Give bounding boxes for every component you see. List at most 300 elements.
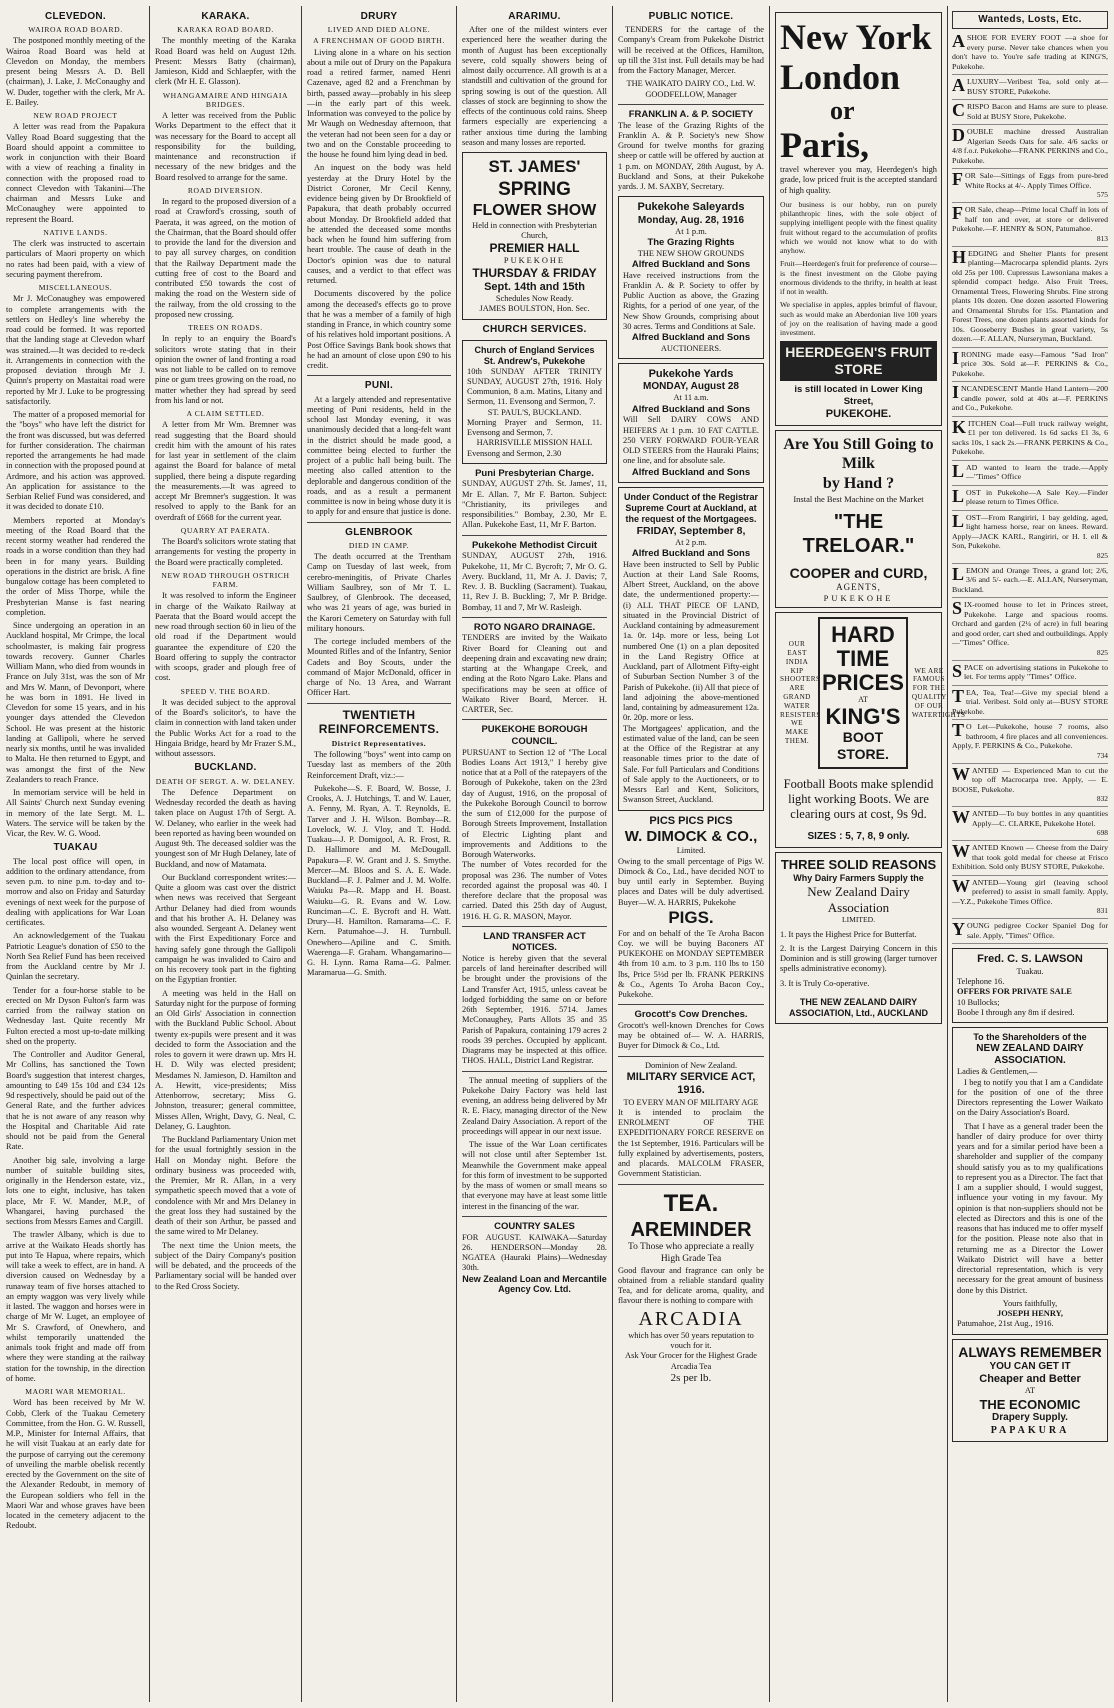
ad-reference-number: 813 <box>1096 233 1108 243</box>
article-paragraph: A letter was received from the Public Works Department to the effect that it was necessary for the Board to accept all responsibility for the building, maintenance and reconstruction if necessary of the new bridges and the Board resolved to arrange for the same. <box>155 111 296 182</box>
divider <box>307 375 451 376</box>
ad-headline: ROTO NGARO DRAINAGE. <box>473 621 596 633</box>
ad-text: Have received instructions from the Franklin A. & P. Society to offer by Public Auction as above, the Grazing Rights, for a period of one year, of the New Show Grounds, comprising about 30 acres. Terms and Conditions at Sale. <box>623 270 759 331</box>
ad-text: To Those who appreciate a really High Grade Tea <box>627 1242 755 1264</box>
ad-headline: Pukekohe Yards <box>648 367 734 380</box>
ad-headline: London <box>780 57 901 97</box>
ad-text: Have been instructed to Sell by Public Auction at their Land Sale Rooms, Albert Street, Auckland, on the above date, the undermentioned property:— (i) ALL THAT PIECE OF LAND, situated in the Provincial District of Auckland containing by admeasurement 1a. 0r. 14p. more or less, being Lot numbered One (1) on a plan deposited in the Land Registry Office at Auckland, part of Allotment Fifty-eight of Suburban Section Number 3 of the Parish of Pukekohe. (ii) All that piece of land adjoining the above-mentioned land, containing by admeasurement 12a. 0r. 20p. more or less. <box>623 559 759 723</box>
drop-cap: F <box>952 169 963 190</box>
column-drury <box>307 8 451 1702</box>
classified-text: PACE on advertising stations in Pukekohe to let. For terms apply "Times" Office. <box>964 662 1108 682</box>
ad-headline: PICS PICS PICS <box>649 814 733 827</box>
ad-headline: Alfred Buckland and Sons <box>631 332 751 344</box>
ad-headline: or <box>830 96 855 125</box>
subheading: DEATH OF SERGT. A. W. DELANEY. <box>155 776 296 786</box>
ad-text: At 1 p.m. <box>675 226 707 236</box>
ad-headline: FRANKLIN A. & P. SOCIETY <box>628 108 754 120</box>
column-display-ads <box>775 8 966 1702</box>
ad-headline: ALWAYS REMEMBER <box>958 1343 1102 1360</box>
column-public-notices <box>618 8 764 1702</box>
ad-text: Limited. <box>676 846 706 856</box>
ad-text: AT <box>858 695 868 705</box>
article-paragraph: The annual meeting of suppliers of the Pukekohe Dairy Factory was held last evening, an address being delivered by Mr R. E. Fiacy, managing director of the New Zealand Dairy Association. A report of the proceedings will appear in our next issue. <box>462 1075 607 1136</box>
ad-headline: Cheaper and Better <box>979 1372 1081 1385</box>
divider <box>462 1216 607 1217</box>
ad-headline: THURSDAY & FRIDAY <box>472 265 597 280</box>
divider <box>462 535 607 536</box>
ad-headline: KING'S <box>825 703 901 729</box>
ad-text: PUKEKOHE <box>823 592 894 603</box>
classified-text: OST—From Rangiriri, 1 bay gelding, aged, light harness horse, rear on knees. Reward. Apply—JACK KARL, Rangiriri, or H. I. ell & Son, Pukekohe. <box>952 512 1108 551</box>
ad-headline: Fred. C. S. LAWSON <box>977 953 1083 966</box>
ad-headline: PUKEKOHE BOROUGH COUNCIL. <box>481 724 588 747</box>
article-paragraph: The monthly meeting of the Karaka Road Board was held on August 12th. Present: Messrs Batty (chairman), Jamieson, Kidd and Schlaepfer, with the clerk (Mr H. E. Glasson). <box>155 36 296 87</box>
section-title: PUNI. <box>364 380 394 392</box>
ad-text: Held in connection with Presbyterian Church, <box>472 220 597 240</box>
classified-ad <box>952 247 1108 348</box>
ad-headline: TEA. <box>663 1189 719 1217</box>
saleyards-ad <box>618 196 764 359</box>
article-paragraph: The local post office will open, in addition to the ordinary attendance, from seven p.m. to nine p.m. to-day and to-morrow and also on Friday and Saturday evenings of next week for the purpose of dealing with applications for War Loan certificates. <box>6 856 145 928</box>
ad-headline: THE NEW ZEALAND DAIRY ASSOCIATION, Ltd., AUCKLAND <box>789 996 928 1018</box>
ad-text: Why Dairy Farmers Supply the <box>793 872 924 883</box>
ad-headline: MILITARY SERVICE ACT, 1916. <box>626 1070 756 1097</box>
classified-ad <box>952 764 1108 808</box>
drop-cap: S <box>952 660 963 681</box>
classified-text: RONING made easy—Famous "Sad Iron" price 30s. Sold at—F. PERKINS & Co., Pukekohe. <box>952 349 1108 378</box>
article-paragraph: A letter from Mr Wm. Bremner was read suggesting that the Board should credit him with the amount of his rates for last year in settlement of the claim against the Board for balance of metal supplied, there being a dispute regarding the measurements.—It was agreed to accept Mr Bremner's suggestion. It was resolved to apply to the Bank for an overdraft of £668 for the current year. <box>155 420 296 522</box>
ad-headline: New Zealand Dairy Association <box>807 883 910 915</box>
ad-text: SIZES : 5, 7, 8, 9 only. <box>807 830 910 842</box>
article-paragraph: Our Buckland correspondent writes:—Quite a gloom was cast over the district when news was received that Sergeant Arthur Delaney had died from wounds and that his brother A. H. Delaney was also wounded. Sergeant A. Delaney went with the First Expeditionary Force and having safely gone through the Gallipoli campaign he was invalided to Cairo and on his recovery took part in the fighting on the Egyptian frontier. <box>155 872 296 985</box>
ad-reference-number: 698 <box>1096 828 1108 838</box>
article-paragraph: Living alone in a whare on his section about a mile out of Drury on the Papakura road a retired farmer, named Henri Cazenave, aged 82 and a Frenchman by birth, passed away—probably in his sleep—in the early part of this week. Information was conveyed to the police by Mr Waugh on Wednesday afternoon, that the veteran had not been seen for a day or two and on the Constable proceeding to the house he found him lying dead in bed. <box>307 47 451 160</box>
ad-headline: Drapery Supply. <box>992 1412 1068 1424</box>
article-paragraph: An acknowledgement of the Tuakau Patriotic League's donation of £50 to the North Sea Relief Fund has been received from the Auckland centre by Mr J. Quinlan the secretary. <box>6 931 145 982</box>
ad-reference-number: 825 <box>1096 647 1108 657</box>
ad-reference-number: 734 <box>1096 750 1108 760</box>
column-rule <box>149 6 150 1702</box>
classified-text: SHOE FOR EVERY FOOT —a shoe for every purse. Never take chances when you don't have to. You're safe trading at KING'S, Pukekohe. <box>952 33 1108 71</box>
ad-headline: New York <box>780 17 932 57</box>
divider <box>462 719 607 720</box>
subheading: NEW ROAD PROJECT <box>33 111 118 121</box>
ad-headline: clearing ours at cost, 9s 9d. <box>790 807 927 822</box>
classified-ad <box>952 31 1108 75</box>
classified-text: LUXURY—Veribest Tea, sold only at—BUSY STORE, Pukekohe. <box>967 77 1108 96</box>
ad-headline: FRIDAY, September 8, <box>636 525 746 537</box>
ad-text: For and on behalf of the Te Aroha Bacon Coy. we will be buying Baconers AT PUKEKOHE on MONDAY SEPTEMBER 4th from 10 a.m. to 3 p.m. 110 lbs to 150 lbs, Price 5½d per lb. FRANK PERKINS & Co., Agents To Aroha Bacon Coy., Pukekohe. <box>618 928 764 1000</box>
hard-time-box <box>818 617 908 769</box>
classified-ad <box>952 203 1108 247</box>
ad-text: Notice is hereby given that the several parcels of land hereinafter described will be brought under the provisions of the Land Transfer Act, 1915, unless caveat be lodged forbidding the same on or before 26th September, 1916. 5714. James McConaughey, Parts Allots 35 and 35 Parish of Papakura, containing 179 acres 2 roods 39 perches. Occupied by applicant. Diagrams may be inspected at this office. THOS. HALL, District Land Registrar. <box>462 953 607 1066</box>
subheading: MAORI WAR MEMORIAL. <box>25 1387 126 1397</box>
ad-headline: TIME <box>836 646 890 672</box>
classified-text: ANTED Known — Cheese from the Dairy that took gold medal for cheese at Frisco Exhibition. Sold only BUSY STORE, Pukekohe. <box>952 843 1108 872</box>
ad-headline: PREMIER HALL <box>489 241 580 256</box>
ad-text: JAMES BOULSTON, Hon. Sec. <box>479 304 590 314</box>
classified-ad <box>952 348 1108 383</box>
classified-ad <box>952 686 1108 721</box>
ad-headline: AREMINDER <box>630 1218 752 1241</box>
classified-ad <box>952 461 1108 486</box>
ad-text: We specialise in apples, apples brimful of flavour, such as would make an Aberdonian live 100 years of joy on the realisation of having made a good investment. <box>780 300 937 337</box>
subheading: DIED IN CAMP. <box>348 540 410 550</box>
subheading: NEW ROAD THROUGH OSTRICH FARM. <box>161 570 290 590</box>
drop-cap: W <box>952 763 970 784</box>
church-heading: HARRISVILLE MISSION HALL <box>476 438 593 448</box>
subheading: KARAKA ROAD BOARD. <box>177 25 274 35</box>
section-title: CHURCH SERVICES. <box>482 323 587 335</box>
ad-headline: YOU CAN GET IT <box>989 1360 1071 1372</box>
classified-ad <box>952 598 1108 661</box>
classified-ad <box>952 841 1108 876</box>
kings-boot-ad <box>775 612 966 848</box>
ad-text: Fruit—Heerdegen's fruit for preference of course—is the finest investment on the Globe paying enormous dividends to the thrifty, in health at least if not in wealth. <box>780 259 937 296</box>
column-rule <box>947 6 948 1702</box>
subheading: NATIVE LANDS. <box>43 227 108 237</box>
classified-ad <box>952 564 1108 599</box>
ad-text: LIMITED. <box>841 915 876 925</box>
drop-cap: W <box>952 875 970 896</box>
church-heading: ST. PAUL'S, BUCKLAND. <box>487 407 582 417</box>
article-paragraph: The postponed monthly meeting of the Wairoa Road Board was held at Clevedon on Monday, the members present being Messrs A. D. Bell (chairman), J. Lake, J. McConaughy and W. Duder, together with the clerk, Mr A. E. Bailey. <box>6 36 145 107</box>
classified-text: AD wanted to learn the trade.—Apply—"Times" Office <box>966 462 1108 482</box>
ad-headline: PRICES <box>822 670 904 696</box>
classified-ad <box>952 919 1108 944</box>
ad-text: TO EVERY MAN OF MILITARY AGE <box>623 1097 759 1107</box>
classified-ad <box>952 807 1108 841</box>
ad-headline: Puni Presbyterian Charge. <box>475 467 594 479</box>
drop-cap: L <box>952 485 965 506</box>
ad-headline: HARD <box>831 622 895 648</box>
article-paragraph: Since undergoing an operation in an Auckland hospital, Mr Crimpe, the local schoolmaster, is making fair progress towards recovery. Gunner Charles William Mann, who died from wounds in France on July 31st, was the son of Mr and Mrs W. Mann, of Devonport, where he was born in 1891. He lived in Clevedon for some 15 years, and in his younger days attended the Clevedon School. He was present at the historic landing at Gallipoli, where he served nearly six months, until he was invalided to Malta. He then returned to Egypt, and was amongst the first of the New Zealanders to reach France. <box>6 621 145 784</box>
ad-text: It is intended to proclaim the ENROLMENT OF THE EXPEDITIONARY FORCE RESERVE on the 1st September, 1916. Particulars will be fully explained by advertisements, posters, and placards. MALCOLM FRASER, Government Statistician. <box>618 1107 764 1179</box>
ad-headline: by Hand ? <box>822 475 895 492</box>
article-paragraph: The Board's solicitors wrote stating that arrangements for vesting the property in the Board were practically completed. <box>155 537 296 567</box>
article-paragraph: Documents discovered by the police among the deceased's effects go to prove that he was a member of a family of high standing in France, in which country some of his relatives hold important positions. A Post Office Savings Bank book shows that he had an amount of close upon £90 to his credit. <box>307 289 451 371</box>
drop-cap: L <box>952 563 965 584</box>
ad-headline: COUNTRY SALES <box>494 1220 575 1232</box>
drop-cap: S <box>952 598 963 619</box>
section-title: DRURY <box>360 11 398 22</box>
classified-ad <box>952 417 1108 461</box>
ad-text: AUCTIONEERS. <box>660 343 722 353</box>
drop-cap: A <box>952 31 965 52</box>
subheading: TREES ON ROADS. <box>188 323 263 333</box>
drop-cap: T <box>952 720 965 741</box>
ad-headline: Football Boots make splendid <box>783 776 934 791</box>
ad-text: Boobe I through any 8m if desired. <box>957 1007 1075 1017</box>
drop-cap: C <box>952 100 965 121</box>
section-title: TWENTIETH REINFORCEMENTS. <box>318 707 440 737</box>
classified-text: ANTED — Experienced Man to cut the top off Macrocarpa tree. Apply, — E. BOOSE, Pukekohe. <box>952 765 1108 794</box>
ad-headline: Alfred Buckland and Sons <box>631 466 751 478</box>
divider <box>618 104 764 105</box>
article-paragraph: The death occurred at the Trentham Camp on Tuesday of last week, from cerebro-meningitis, of Private Charles William Saulbrey, son of Mr T. L. Saulbrey, of Glenbrook. The deceased, who was 21 years of age, was buried in the Karori Cemetery on Saturday with full military honours. <box>307 552 451 633</box>
classified-text: OR Sale—Sittings of Eggs from pure-bred White Rocks at 4/-. Apply Times Office. <box>965 171 1108 190</box>
ad-reference-number: 832 <box>1096 794 1108 804</box>
article-paragraph: Word has been received by Mr W. Cobb, Clerk of the Tuakau Cemetery Committee, from the Hon. G. W. Russell, M.P., Minister for Internal Affairs, that he will visit Tuakau at an early date for the purpose of carrying out the ceremony of unveiling the marble obelisk recently erected by the Government on the site of the Alexander Redoubt, in memory of the European soldiers who fell in the Maori War and whose graves have been located in the cemetery adjacent to the Redoubt. <box>6 1398 145 1531</box>
classified-ad <box>952 661 1108 686</box>
ad-headline: THE ECONOMIC <box>979 1396 1081 1412</box>
ad-text: WE ARE FAMOUS FOR THE QUALITY OF OUR WATERTIGHTS <box>911 666 966 719</box>
classified-ad <box>952 75 1108 100</box>
classified-text: EDGING and Shelter Plants for present planting—Macrocarpa splendid plants. 2yrs old 25s per 100. Cupressus Lawsoniana makes a splendid compact hedge. Also Fruit Trees, Ornamental Trees, Flowering Shrubs. Fine strong plants 10s dozen. One dozen assorted Flowering and Ornamental Shrubs for 15s. Plantation and Forest Trees, one dozen plants assorted kinds for 10s. Gooseberry Bushes in great variety, 5s dozen.—F. ALLAN, Nurseryman, Buckland. <box>952 248 1108 344</box>
ad-headline: Pukekohe Saleyards <box>637 201 745 214</box>
article-paragraph: An inquest on the body was held yesterday at the Drury Hotel by the District Coroner, Mr Cecil Kenny, evidence being given by Dr Brookfield of Papakura, that death probably occurred about Monday. Dr Brookfield added that he attended the deceased some months back when he found him suffering from heart trouble. The cause of death in the Doctor's opinion was due to natural causes, and a verdict to that effect was returned. <box>307 163 451 286</box>
church-text: 10th SUNDAY AFTER TRINITY SUNDAY, AUGUST 27th, 1916. Holy Communion, 8 a.m. Matins, Litany and Sermon, 11. Evensong and Sermon, 7. <box>467 366 602 407</box>
ad-headline: To the Shareholders of the <box>973 1032 1087 1043</box>
classified-ad <box>952 100 1108 125</box>
column-clevedon <box>6 8 145 1702</box>
classified-text: ITCHEN Coal—Full truck railway weight, £1 per ton delivered. 1s 6d sacks £1 3s, 6 sacks 10s, 1 sack 2s.—FRANK PERKINS & Co., Pukekohe. <box>952 418 1108 457</box>
article-paragraph: A meeting was held in the Hall on Saturday night for the purpose of forming an Old Girls' Association in connection with the Buckland Public School. About twenty ex-pupils were present and it was decided to form the Association and the roles to govern it were drawn up. Mrs H. H. D. Wily was elected president; Mesdames N. Jamieson, D. Hamilton and A. Hewitt, vice-presidents; Miss Attenborrow, secretary; Miss G. Johnston, treasurer; general committee, Misses Allen, Wright, Davy, G. Neal, C. Delaney, G. Laughton. <box>155 988 296 1131</box>
ad-text: JOSEPH HENRY, <box>997 1309 1063 1319</box>
article-paragraph: That I have as a general trader been the handler of dairy produce for over thirty years and for a similar period have been a shareholder and supplier of the company should satisfy you as to my qualifications to represent you as a Director. The fact that I am a supplier should, I would suggest, influence your voting in my favour. My opinion is that non-suppliers should not be elected as Directors and this is one of the reasons that has induced me to offer myself for the position. Please note also that in returning me as a Director the Lower Waikato District will have a better directorial representation, which is very necessary for the great amount of business done by this District. <box>957 1121 1103 1295</box>
ad-text: 3. It is Truly Co-operative. <box>780 978 870 988</box>
ad-text: Dominion of New Zealand. <box>644 1060 738 1070</box>
ad-text: SUNDAY, AUGUST 27th. St. James', 11, Mr E. Allan. 7, Mr F. Barton. Subject: "Christianity, its privileges and responsibilities." Bombay, 2.30, Mr E. Allan. Pukekohe East, 11, Mr F. Barton. <box>462 479 607 530</box>
subheading: SPEED V. THE BOARD. <box>180 686 271 696</box>
article-paragraph: Another big sale, involving a large number of suitable building sites, originally in the Henderson estate, viz., lots one to eight, inclusive, has taken place, Mr F. W. Mander, M.P., of Whangarei, having purchased the sections from Messrs Eames and Cargill. <box>6 1155 145 1227</box>
ad-headline: THREE SOLID REASONS <box>780 856 937 872</box>
lawson-ad <box>952 948 1108 1023</box>
ad-headline: Are You Still Going to Milk <box>783 435 934 473</box>
ad-text: PUKEKOHE. <box>825 407 892 420</box>
drop-cap: K <box>952 416 967 437</box>
classified-list <box>952 31 1108 944</box>
section-title: TUAKAU <box>53 842 98 854</box>
ad-headline: Alfred Buckland and Sons <box>631 403 751 415</box>
classified-ad <box>952 125 1108 169</box>
notice-signature: THE WAIKATO DAIRY CO., Ltd. W. GOODFELLOW, Manager <box>626 79 756 99</box>
section-title: ARARIMU. <box>508 11 561 22</box>
article-paragraph: The matter of a proposed memorial for the "boys" who have left the district for the front was discussed, but was deferred for further consideration. The chairman reported the arrangements he had made in connection with the proposed pound at Ardmore, and his action was approved. An application for assistance to the Serbian Relief Fund was considered, and it was decided to donate £10. <box>6 410 145 512</box>
ad-headline: Sept. 14th and 15th <box>484 280 585 293</box>
ad-text: FOR AUGUST. KAIWAKA—Saturday 26. HENDERSON—Monday 28. NGATEA (Hauraki Plains)—Wednesday 30th. <box>462 1232 607 1273</box>
church-heading: Church of England Services <box>474 344 595 355</box>
church-services <box>462 340 607 464</box>
article-paragraph: In memoriam service will be held in All Saints' Church next Sunday evening in memory of the late Sergt. M. L. Waters. The service will be taken by the Vicar, the Rev. W. G. Wood. <box>6 788 145 839</box>
flower-show-ad <box>462 152 607 319</box>
ad-headline: ARCADIA <box>638 1307 744 1330</box>
classified-ad <box>952 720 1108 764</box>
ad-text: AGENTS, <box>836 581 881 592</box>
ad-headline: LAND TRANSFER ACT NOTICES. <box>483 930 586 954</box>
subheading: District Representatives. <box>331 738 427 748</box>
ad-text: PURSUANT to Section 12 of "The Local Bodies Loans Act 1913," I hereby give notice that at a Poll of the ratepayers of the Borough of Pukekohe, taken on the 23rd day of August, 1916, on the proposal of the Pukekohe Borough Council to borrow the sum of £12,000 for the purpose of Borough Streets Improvement, Installation of Electric Lighting plant and improvements and Additions to the Borough Waterworks. <box>462 747 607 860</box>
ad-text: Owing to the small percentage of Pigs W. Dimock & Co., Ltd., have decided NOT to buy until early in September. Buying places and Dates will be duly advertised. Buyer—W. A. HARRIS, Pukekohe <box>618 856 764 907</box>
ad-text: Yours faithfully, <box>1002 1298 1058 1308</box>
notice-text: TENDERS for the cartage of the Company's Cream from Pukekohe District will be received at the Offices, Hamilton, up till the 31st inst. Full details may be had from the Factory Manager, Mercer. <box>618 25 764 76</box>
article-paragraph: In reply to an enquiry the Board's solicitors wrote stating that in their opinion the owner of land fronting a road was not liable to be called on to remove pine or gum trees growing on the road, no matter whether they had spread by seed from his land or not. <box>155 334 296 405</box>
ad-text: 2. It is the Largest Dairying Concern in this Dominion and is still growing (larger turnover spells administrative economy). <box>780 943 937 974</box>
article-paragraph: The cortege included members of the Mounted Rifles and of the Infantry, Senior Cadets and Boy Scouts, under the command of Major McDonald, officer in charge of No. 13 Area, and Warrant Officer Hart. <box>307 637 451 698</box>
divider <box>462 926 607 927</box>
ad-text: Good flavour and fragrance can only be obtained from a reliable standard quality Tea, and for delicate aroma, quality, and flavour there is nothing to compare with <box>618 1265 764 1306</box>
subheading: ROAD DIVERSION. <box>187 185 264 195</box>
article-paragraph: In regard to the proposed diversion of a road at Crawford's crossing, south of Paerata, it was agreed, on the motion of the Chairman, that the Board should offer to provide the land for the diversion and to pay all survey charges, on condition that the Railway Department made the cutting free of cost to the Board and contributed £50 towards the cost of making the road on the Western side of the railway, from the old crossing to the proposed new crossing. <box>155 197 296 319</box>
classified-ad <box>952 486 1108 511</box>
ad-text: OUR EAST INDIA KIP SHOOTERS ARE GRAND WATER RESISTERS WE MAKE THEM. <box>780 640 821 745</box>
classified-ad <box>952 382 1108 417</box>
ad-headline: PIGS. <box>668 907 714 927</box>
classified-text: EA, Tea, Tea!—Give my special blend a trial. Veribest. Sold only at—BUSY STORE Pukekohe. <box>952 687 1108 716</box>
drop-cap: I <box>952 382 960 403</box>
ad-headline: "THE TRELOAR." <box>802 510 915 558</box>
classified-text: EMON and Orange Trees, a grand lot; 2/6, 3/6 and 5/- each.—E. ALLAN, Nurseryman, Buckland. <box>952 565 1108 594</box>
subheading: A FRENCHMAN OF GOOD BIRTH. <box>313 36 445 46</box>
ad-headline: NEW ZEALAND DAIRY ASSOCIATION. <box>976 1043 1084 1067</box>
ad-text: TENDERS are invited by the Waikato River Board for Cleaning out and deepening drain and excavating new drain; starting at the Whangape Creek, and ending at the Roto Ngaro Lake. Plans and specifications may be seen at office of Waikato River Board, Mercer. H. CARTER, Sec. <box>462 633 607 715</box>
ad-headline: BOOT STORE. <box>837 728 889 762</box>
drop-cap: L <box>952 460 965 481</box>
divider <box>618 1056 764 1057</box>
column-classifieds <box>952 8 1108 1702</box>
section-title: GLENBROOK <box>345 526 413 538</box>
subheading: MISCELLANEOUS. <box>38 283 113 293</box>
article-paragraph: The following "boys" went into camp on Tuesday last as members of the 20th Reinforcement Draft, viz.:— <box>307 750 451 780</box>
ad-text: Instal the Best Machine on the Market <box>793 493 924 504</box>
ad-reference-number: 825 <box>1096 550 1108 560</box>
divider <box>618 1004 764 1005</box>
church-text: Evensong and Sermon, 2.30 <box>467 448 562 458</box>
column-ararimu <box>462 8 607 1702</box>
drop-cap: T <box>952 685 965 706</box>
column-karaka <box>155 8 296 1702</box>
ad-headline: Monday, Aug. 28, 1916 <box>637 214 745 226</box>
yards-ad <box>618 363 764 483</box>
ad-text: THE NEW SHOW GROUNDS <box>637 248 745 258</box>
article-paragraph: Tender for a four-horse stable to be erected on Mr Dyson Fulton's farm was carried from the railway station on Wednesday last. Quite recently Mr Fulton erected a most up-to-date milking shed on the property. <box>6 985 145 1046</box>
classified-text: IX-roomed house to let in Princes street, Pukekohe. Large and spacious rooms. Orchard and garden (2¼ of acre) in full bearing and good order, cart shed and outbuildings. Apply—"Times" Office. <box>952 600 1108 648</box>
ad-text: The Mortgagees' application, and the estimated value of the land, can be seen at the Office of the Registrar at any reasonable times prior to the date of Sale. For full Particulars and Conditions of Sale apply to the Auctioneers, or to Messrs Earl and Kent, Solicitors, Swanson Street, Auckland. <box>623 723 759 805</box>
ad-text: which has over 50 years reputation to vouch for it. <box>628 1330 754 1351</box>
ad-headline: New Zealand Loan and Mercantile Agency Cov. Ltd. <box>462 1273 607 1295</box>
ad-headline: SPRING <box>498 178 571 200</box>
column-rule <box>769 6 770 1702</box>
classified-ad <box>952 511 1108 564</box>
section-title: PUBLIC NOTICE. <box>648 11 734 22</box>
heerdegen-ad <box>775 12 942 426</box>
ad-headline: MONDAY, August 28 <box>643 381 739 393</box>
article-paragraph: The Defence Department on Wednesday recorded the death as having taken place on August 17th of Sergt. A. W. Delaney, who earlier in the week had been reported as having been wounded on August 9th. The deceased soldier was the youngest son of Mr Hugh Delaney, late of Buckland, and now of Matamata. <box>155 787 296 869</box>
ad-headline: Alfred Buckland and Sons <box>631 548 751 560</box>
ad-text: Our business is our hobby, run on purely philanthropic lines, with the sole object of supplying intelligent people with the finest quality fruit without regard to the accumulation of profits which we would not know what to do with anyhow. <box>780 199 937 255</box>
article-paragraph: Members reported at Monday's meeting of the Road Board that the recent stormy weather had rendered the roads in a worse condition than they had been in for many years. Building operations in the district are brisk. A fine bungalow cottage has been completed to the order of Miss Thorpe, while the Presbyterian Manse is fast nearing completion. <box>6 515 145 617</box>
mortgagee-sale-ad <box>618 487 764 811</box>
article-paragraph: The Controller and Auditor General, Mr Collins, has sanctioned the Town Board's suggestion that interest charges, amounting to £49 15s 10d and £34 12s 9d respectively, should be paid out of the General Rate, and the further advices that he is not aware of any reason why the Hospital and Charitable Aid rate should not be paid from the General Rate. <box>6 1050 145 1152</box>
classified-text: OR Sale, cheap—Prime local Chaff in lots of half ton and over, at store or delivered Pukekohe.—F. HENRY & SON, Patumahoe. <box>952 205 1108 234</box>
ad-text: is still located in Lower King Street, <box>794 384 923 407</box>
article-paragraph: The trawler Albany, which is due to arrive at the Waikato Heads shortly has put into Te Hapua, where repairs, which will take a week to effect, are in hand. A diversion caused on Wednesday by a runaway team of five horses attached to an empty waggon was very lively while it lasted. The waggon and horses were in charge of Mr W. Luget, an employee of Mr S. Crawford, of Onewhero, and whilst temporarily unattended the animals took fright and made off from where they were standing at the railway station for the township, in the direction of home. <box>6 1230 145 1383</box>
ad-text: Schedules Now Ready. <box>495 294 574 304</box>
divider <box>462 617 607 618</box>
article-paragraph: It was resolved to inform the Engineer in charge of the Waikato Railway at Paerata that the Board would accept the new road through section 60 in lieu of the old road if the Department would guarantee the expenditure of £20 the Board offering to supply the contractor with scoops, grader and plough free of cost. <box>155 591 296 683</box>
drop-cap: L <box>952 510 965 531</box>
ad-text: Telephone 16. <box>957 977 1005 987</box>
column-rule <box>612 6 613 1702</box>
ad-headline: Pukekohe Methodist Circuit <box>471 539 598 551</box>
ad-text: 2s per lb. <box>670 1371 712 1384</box>
ad-text: 10 Bullocks; <box>957 997 1000 1007</box>
boot-ad-row <box>780 617 966 769</box>
section-title: Wanteds, Losts, Etc. <box>952 11 1108 29</box>
ad-headline: light working Boots. We are <box>788 792 929 807</box>
ad-headline: HEERDEGEN'S FRUIT STORE <box>780 341 937 381</box>
dairy-association-ad <box>775 852 942 1024</box>
article-paragraph: At a largely attended and representative meeting of Puni residents, held in the school last Monday evening, it was unanimously decided that a long-felt want in the district should be made good, a committee being elected to further the project of a public hall being built. The meeting also called attention to the deplorable and dangerous condition of the roads, and as a result a permanent committee is now in being whose duty it is to apply for and ensure that justice is done. <box>307 394 451 517</box>
article-paragraph: After one of the mildest winters ever experienced here the weather during the month of August has been exceptionally severe, cold squally showers being of almost daily occurrence. All growth is at a standstill and cultivation of the ground for spring sowing is out of the question. All classes of stock are beginning to show the effects of the continuous cold rains. Sheep farmers especially are experiencing a rather anxious time during the lambing season and many losses are reported. <box>462 25 607 147</box>
ad-headline: The Grazing Rights <box>647 237 735 249</box>
divider <box>462 1071 607 1072</box>
shareholders-letter <box>952 1027 1108 1335</box>
classified-text: OUBLE machine dressed Australian Algerian Seeds Oats for sale. 4/6 sacks or 4/8 f.o.r. Pukekohe—FRANK PERKINS and Co., Pukekohe. <box>952 127 1108 165</box>
classified-ad <box>952 169 1108 203</box>
section-title: KARAKA. <box>201 11 250 22</box>
divider <box>307 522 451 523</box>
ad-text: At 2 p.m. <box>675 537 707 547</box>
church-heading: St. Andrew's, Pukekohe <box>483 355 586 366</box>
ad-text: Ask Your Grocer for the Highest Grade Arcadia Tea <box>625 1351 757 1371</box>
subheading: WAIROA ROAD BOARD. <box>28 25 123 35</box>
classified-text: NCANDESCENT Mantle Hand Lantern—200 candle power, sold at 40s at—F. PERKINS and Co., Pukekohe. <box>952 384 1108 413</box>
church-text: Morning Prayer and Sermon, 11. Evensong and Sermon, 7. <box>467 417 602 438</box>
ad-text: At 11 a.m. <box>673 393 709 403</box>
ad-reference-number: 831 <box>1096 906 1108 916</box>
classified-text: O Let—Pukekohe, house 7 rooms, also bathroom, 4 fire places and all conveniences. Apply, F. PERKINS & Co., Pukekohe. <box>952 722 1108 751</box>
ad-text: The lease of the Grazing Rights of the Franklin A. & P. Society's new Show Ground for twelve months for grazing sheep or cattle will be offered by auction at 1 p.m. on MONDAY, 28th August, by A. Buckland and Sons, at their Pukekohe yards. J. M. SAXBY, Secretary. <box>618 120 764 192</box>
drop-cap: Y <box>952 919 965 940</box>
drop-cap: F <box>952 203 963 224</box>
article-paragraph: It was decided subject to the approval of the Board's solicitor's, to have the claim in connection with land taken under the Public Works Act for a road to the Hingaia Bridge, heard by Mr Frazer S.M., without assessors. <box>155 697 296 759</box>
subheading: A CLAIM SETTLED. <box>186 409 265 419</box>
ad-headline: Grocott's Cow Drenches. <box>634 1009 748 1021</box>
subheading: LIVED AND DIED ALONE. <box>327 25 431 35</box>
article-paragraph: The clerk was instructed to ascertain particulars of Maori property on which no rates had been paid, with a view of securing payment therefrom. <box>6 239 145 279</box>
ad-text: 1. It pays the Highest Price for Butterfat. <box>780 929 917 939</box>
article-paragraph: The Buckland Parliamentary Union met for the usual fortnightly session in the Hall on Monday night. Before the ordinary business was proceeded with, the Premier, Mr R. Allan, in a very sympathetic speech moved that a vote of condolence with Mr and Mrs Delaney in the great loss they had sustained by the death of their son Arthur, be passed and the same wired to Mr Delaney. <box>155 1135 296 1237</box>
drop-cap: W <box>952 807 970 828</box>
classified-text: RISPO Bacon and Hams are sure to please. Sold at BUSY Store, Pukekohe. <box>967 102 1108 121</box>
article-paragraph: The next time the Union meets, the subject of the Dairy Company's position will be debated, and the proceeds of the Parliamentary social will be handed over to the Red Cross Society. <box>155 1240 296 1291</box>
classified-text: ANTED—To buy bottles in any quantities Apply—C. CLARKE, Pukekohe Hotel. <box>972 809 1108 828</box>
section-title: CLEVEDON. <box>44 11 107 22</box>
ad-headline: ST. JAMES' <box>488 157 581 177</box>
economic-drapery-ad <box>952 1339 1108 1442</box>
drop-cap: A <box>952 75 965 96</box>
treloar-ad <box>775 430 942 608</box>
column-rule <box>456 6 457 1702</box>
article-paragraph: The issue of the War Loan certificates will not close until after September 1st. Meanwhile the Government make appeal for this form of investment to be supported by the mass of women or small means so that everyone may have at least some little interest in the financing of the war. <box>462 1140 607 1211</box>
drop-cap: H <box>952 246 967 267</box>
ad-text: The number of Votes recorded for the proposal was 236. The number of Votes recorded against the proposal was 40. I therefore declare that the proposal was carried. Dated this 25th day of August, 1916. H. G. R. MASON, Mayor. <box>462 860 607 921</box>
ad-headline: Under Conduct of the Registrar Supreme Court at Auckland, at the request of the Mortgagees. <box>623 492 758 525</box>
article-paragraph: Pukekohe—S. F. Board, W. Bosse, J. Crooks, A. J. Hutchings, T. and W. Lauer, A. Fenny, M. Ryan, A. T. Reynolds, E. Tarver and J. H. Wilson. Bombay—R. Lovelock, W. J. Vloy, and T. Hodd. Tuakau—J. P. Domigool, A. R. Frost, R. D. Hallimore and M. McDougall. Papakura—F. W. Grant and J. S. Smythe. Mercer—M. Bloos and S. A. E. Wade. Buckland—F. J. Palmer and J. M. Wolfe. Waiuku Pa—R. Mapp and H. Boast. Waiuku—G. R. Evans and W. Low. Runciman—C. E. Bycroft and H. Watt. Drury—H. Hamilton. Ramarama—C. F. Kern. Patumahoe—J. H. Turnbull. Onewhero—Apiline and C. Smith. Waerenga—F. Graham. Whangamarino—G. H. Lynn. Rama Rama—G. Palmer. Maramarua—G. Smith. <box>307 783 451 978</box>
ad-text: AT <box>1024 1386 1036 1396</box>
article-paragraph: Mr J. McConaughey was empowered to complete arrangements with the settlers on Hedley's line whereby the road could be formed. It was reported that the landing stage at Clevedon wharf was strained.—It was decided to re-deck it. Arrangements in connection with the proposed deviation through Mr J. Quinn's property on Mastaitai road were reported by Mr J. Luke to be progressing satisfactorily. <box>6 294 145 406</box>
drop-cap: W <box>952 841 970 862</box>
ad-headline: FLOWER SHOW <box>472 202 597 220</box>
article-paragraph: I beg to notify you that I am a Candidate for the position of one of the three Directors representing the Lower Waikato on the Dairy Association's Board. <box>957 1077 1103 1118</box>
ad-headline: Alfred Buckland and Sons <box>631 258 751 270</box>
ad-headline: W. DIMOCK & CO., <box>624 828 758 846</box>
ad-text: PUKEKOHE <box>503 255 566 265</box>
subheading: WHANGAMAIRE AND HINGAIA BRIDGES. <box>162 90 289 109</box>
drop-cap: I <box>952 347 960 368</box>
subheading: QUARRY AT PAERATA. <box>180 525 271 535</box>
